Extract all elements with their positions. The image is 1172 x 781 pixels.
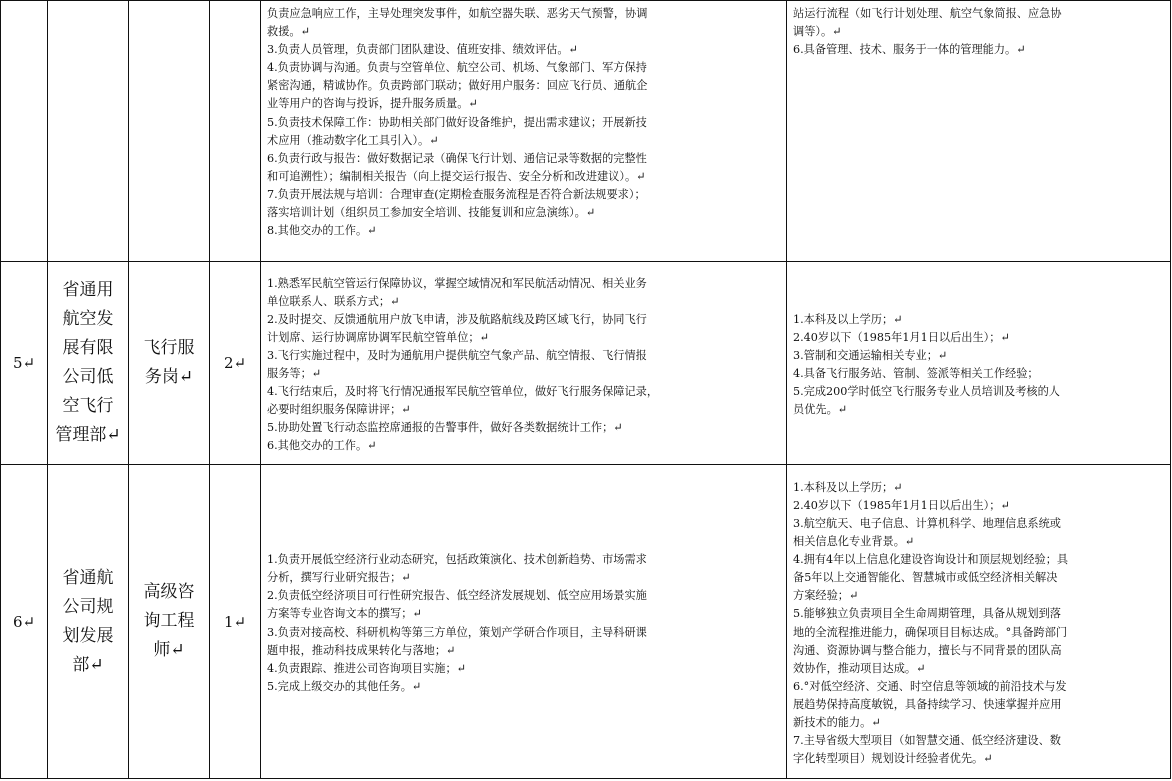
unit-cell	[48, 262, 129, 465]
requirement-line: 3.管制和交通运输相关专业；↵	[793, 348, 948, 362]
requirement-line: 3.航空航天、电子信息、计算机科学、地理信息系统或	[793, 516, 1061, 530]
unit-line: 航空发	[62, 309, 114, 329]
duty-line: 6.负责行政与报告：做好数据记录（确保飞行计划、通信记录等数据的完整性	[267, 151, 647, 165]
requirement-line: 相关信息化专业背景。↵	[793, 535, 915, 549]
position-cell	[129, 465, 210, 779]
requirement-line: 字化转型项目）规划设计经验者优先。↵	[793, 752, 993, 766]
requirement-line: 7.主导省级大型项目（如智慧交通、低空经济建设、数	[793, 734, 1061, 748]
table-row	[1, 465, 1171, 779]
duty-line: 4.负责跟踪、推进公司咨询项目实施；↵	[267, 661, 467, 675]
requirement-line: 方案经验；↵	[793, 589, 859, 603]
duty-line: 方案等专业咨询文本的撰写；↵	[267, 607, 422, 621]
requirement-line: 站运行流程（如飞行计划处理、航空气象简报、应急协	[793, 7, 1062, 20]
duties-cell	[261, 262, 787, 465]
duty-line: 5.负责技术保障工作：协助相关部门做好设备维护，提出需求建议；开展新技	[267, 115, 647, 129]
requirement-line: 2.40岁以下（1985年1月1日以后出生）；↵	[793, 498, 1010, 512]
no-cell: 5↵	[1, 262, 48, 465]
requirement-line: 1.本科及以上学历；↵	[793, 480, 903, 494]
requirement-line: 5.完成200学时低空飞行服务专业人员培训及考核的人	[793, 385, 1060, 399]
duty-line: 题申报，推动科技成果转化与落地；↵	[267, 643, 456, 657]
no-cell: 6↵	[1, 465, 48, 779]
requirement-line: 2.40岁以下（1985年1月1日以后出生）；↵	[793, 330, 1010, 344]
duty-line: 单位联系人、联系方式；↵	[267, 294, 400, 308]
unit-line: 部↵	[72, 654, 104, 675]
requirements-cell	[787, 1, 1171, 262]
duty-line: 紧密沟通，精诚协作。负责跨部门联动；做好用户服务：回应飞行员、通航企	[267, 79, 648, 93]
no-cell	[1, 1, 48, 262]
duty-line: 1.熟悉军民航空管运行保障协议，掌握空域情况和军民航活动情况、相关业务	[267, 276, 647, 290]
duty-line: 计划席、运行协调席协调军民航空管单位；↵	[267, 330, 489, 344]
position-line: 高级咨	[143, 582, 195, 602]
duty-line: 3.负责人员管理，负责部门团队建设、值班安排、绩效评估。↵	[267, 43, 578, 57]
requirement-line: 6.具备管理、技术、服务于一体的管理能力。↵	[793, 43, 1026, 57]
requirement-line: 员优先。↵	[793, 403, 848, 417]
unit-line: 空飞行	[62, 396, 114, 416]
position-line: 师↵	[153, 640, 185, 660]
position-line: 飞行服	[143, 338, 195, 358]
count-cell	[210, 1, 261, 262]
requirements-cell	[787, 262, 1171, 465]
duty-line: 4.飞行结束后，及时将飞行情况通报军民航空管单位，做好飞行服务保障记录，	[267, 385, 659, 399]
duty-line: 1.负责开展低空经济行业动态研究，包括政策演化、技术创新趋势、市场需求	[267, 553, 647, 567]
duty-line: 2.负责低空经济项目可行性研究报告、低空经济发展规划、低空应用场景实施	[267, 589, 647, 603]
unit-line: 公司规	[62, 596, 114, 617]
duty-line: 负责应急响应工作，主导处理突发事件，如航空器失联、恶劣天气预警，协调	[267, 7, 648, 20]
unit-line: 省通用	[62, 280, 114, 300]
duty-line: 救援。↵	[267, 25, 310, 39]
unit-line: 管理部↵	[55, 425, 121, 445]
duties-cell	[261, 465, 787, 779]
requirement-line: 5.能够独立负责项目全生命周期管理，具备从规划到落	[793, 607, 1061, 621]
duty-line: 业等用户的咨询与投诉，提升服务质量。↵	[267, 97, 478, 111]
requirement-line: 新技术的能力。↵	[793, 715, 881, 729]
duty-line: 3.飞行实施过程中，及时为通航用户提供航空气象产品、航空情报、飞行情报	[267, 348, 647, 362]
duties-cell	[261, 1, 787, 262]
table-row	[1, 1, 1171, 262]
unit-cell	[48, 465, 129, 779]
count-cell: 2↵	[210, 262, 261, 465]
requirement-line: 调等）。↵	[793, 25, 842, 39]
duty-line: 5.完成上级交办的其他任务。↵	[267, 679, 422, 693]
requirement-line: 4.拥有4年以上信息化建设咨询设计和顶层规划经验；具	[793, 553, 1069, 567]
duty-line: 分析，撰写行业研究报告；↵	[267, 571, 411, 585]
duty-line: 5.协助处置飞行动态监控席通报的告警事件，做好各类数据统计工作；↵	[267, 421, 623, 435]
position-cell	[129, 262, 210, 465]
position-line: 务岗↵	[144, 367, 194, 387]
duty-line: 和可追溯性）；编制相关报告（向上提交运行报告、安全分析和改进建议）。↵	[267, 169, 646, 183]
requirement-line: 效协作，推动项目达成。↵	[793, 661, 926, 675]
position-line: 询工程	[143, 611, 195, 631]
requirement-line: 4.具备飞行服务站、管制、签派等相关工作经验；	[793, 367, 1039, 380]
duty-line: 3.负责对接高校、科研机构等第三方单位，策划产学研合作项目，主导科研课	[267, 625, 647, 639]
unit-cell	[48, 1, 129, 262]
unit-line: 展有限	[62, 338, 114, 358]
duty-line: 落实培训计划（组织员工参加安全培训、技能复训和应急演练）。↵	[267, 206, 596, 220]
requirements-cell	[787, 465, 1171, 779]
requirement-line: 展趋势保持高度敏锐，具备持续学习、快速掌握并应用	[793, 697, 1062, 711]
requirement-line: 地的全流程推进能力，确保项目目标达成。°具备跨部门	[793, 625, 1068, 639]
unit-line: 划发展	[62, 625, 114, 646]
unit-line: 省通航	[62, 567, 114, 588]
requirement-line: 备5年以上交通智能化、智慧城市或低空经济相关解决	[793, 571, 1058, 585]
duty-line: 服务等；↵	[267, 367, 322, 380]
unit-line: 公司低	[62, 367, 114, 387]
requirement-line: 1.本科及以上学历；↵	[793, 312, 903, 326]
duty-line: 8.其他交办的工作。↵	[267, 224, 377, 238]
position-cell	[129, 1, 210, 262]
duty-line: 6.其他交办的工作。↵	[267, 439, 377, 453]
table-row	[1, 262, 1171, 465]
duty-line: 7.负责开展法规与培训：合理审查(定期检查服务流程是否符合新法规要求）；	[267, 187, 646, 201]
duty-line: 必要时组织服务保障讲评；↵	[267, 403, 411, 417]
requirement-line: 沟通、资源协调与整合能力，擅长与不同背景的团队高	[793, 643, 1062, 657]
count-cell: 1↵	[210, 465, 261, 779]
duty-line: 4.负责协调与沟通。负责与空管单位、航空公司、机场、气象部门、军方保持	[267, 61, 647, 75]
duty-line: 术应用（推动数字化工具引入）。↵	[267, 133, 439, 147]
requirement-line: 6.°对低空经济、交通、时空信息等领域的前沿技术与发	[793, 679, 1067, 693]
duty-line: 2.及时提交、反馈通航用户放飞申请，涉及航路航线及跨区域飞行，协同飞行	[267, 312, 647, 326]
